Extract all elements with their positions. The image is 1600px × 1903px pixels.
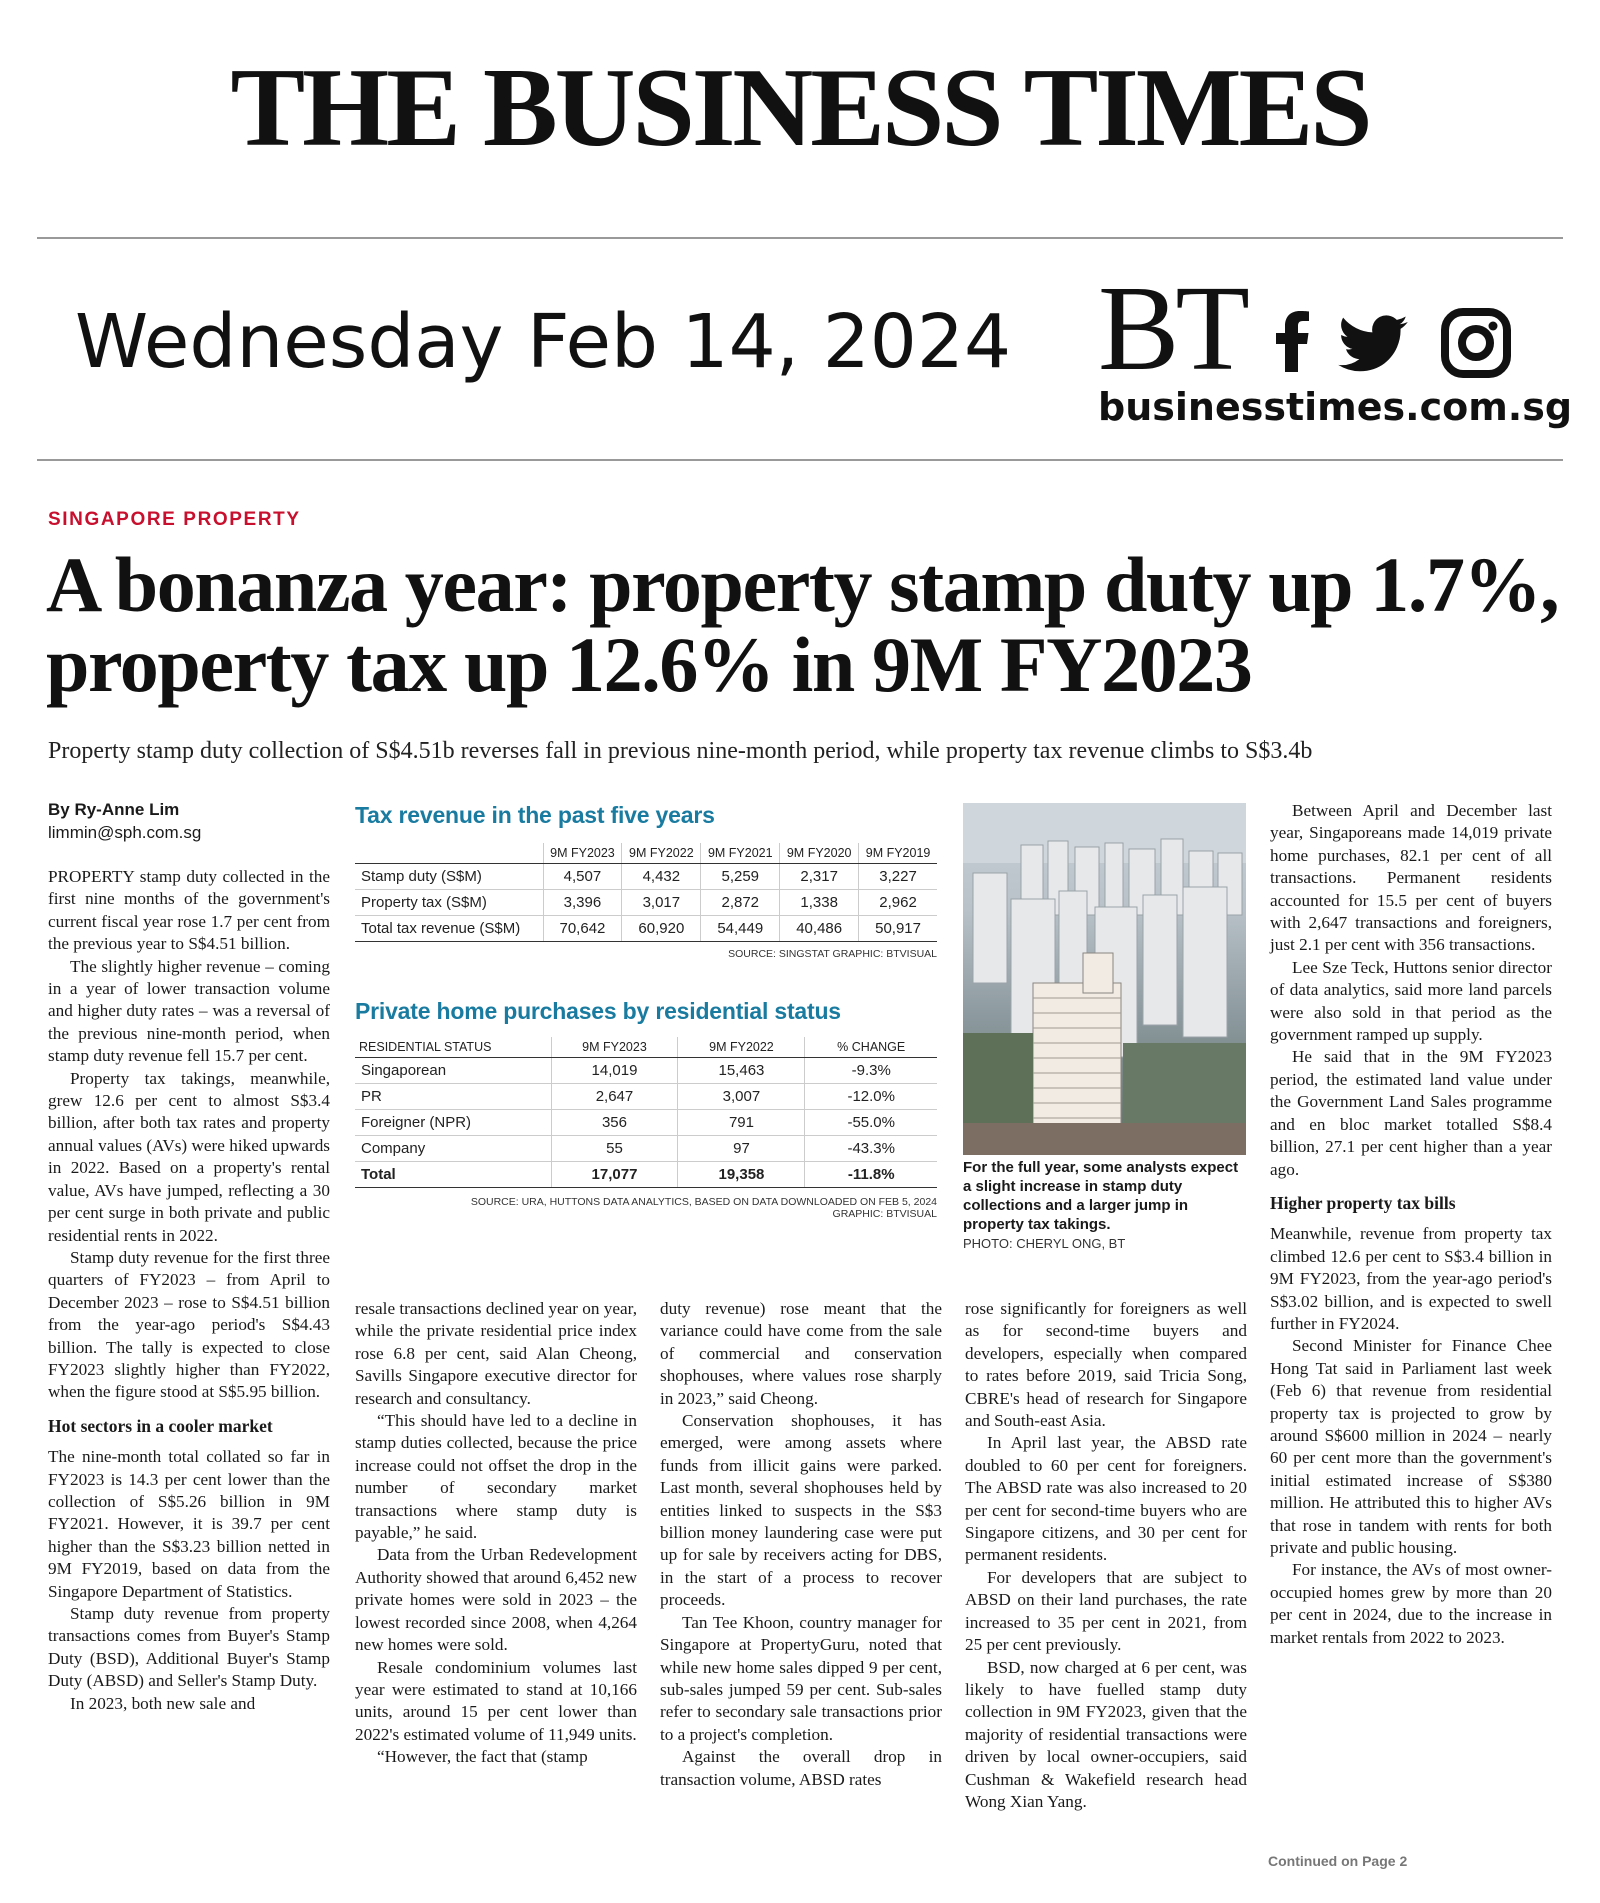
row-label: Company <box>355 1136 551 1162</box>
paragraph: Conservation shophouses, it has emerged, were among assets where funds from illicit gains were parked. Last month, several shophouses held by entities linked to suspects in the S$3 billion money laundering case were put up for sale by receivers acting for DBS, in the start of a process to recover proceeds. <box>660 1411 942 1610</box>
table-row-total <box>355 1162 937 1188</box>
paragraph: Tan Tee Khoon, country manager for Singapore at PropertyGuru, noted that while new home sales dipped 9 per cent, sub-sales jumped 59 per cent. Sub-sales refer to secondary sale transactions prior to a project's completion. <box>660 1612 942 1744</box>
paragraph: Stamp duty revenue from property transactions comes from Buyer's Stamp Duty (BSD), Additional Buyer's Stamp Duty (ABSD) and Seller's Stamp Duty. <box>48 1604 330 1691</box>
table-row <box>355 1136 937 1162</box>
headline: A bonanza year: property stamp duty up 1.7%, property tax up 12.6% in 9M FY2023 <box>46 541 1559 708</box>
table-cell: 60,920 <box>622 916 701 942</box>
paragraph: Meanwhile, revenue from property tax climbed 12.6 per cent to S$3.4 billion in 9M FY2023, from the year-ago period's S$3.02 billion, and is expected to swell further in FY2024. <box>1270 1224 1552 1333</box>
paragraph: The slightly higher revenue – coming in a year of lower transaction volume and higher duty rates – was a reversal of the previous nine-month period, when stamp duty revenue fell 15.7 per cent. <box>48 956 330 1066</box>
row-label: Foreigner (NPR) <box>355 1110 551 1136</box>
paragraph: Property tax takings, meanwhile, grew 12.6 per cent to almost S$3.4 billion, after both tax rates and property annual values (AVs) were hiked upwards in 2022. Based on a property's rental value, AVs have jumped, reflecting a 30 per cent surge in both private and public residential rents in 2022. <box>48 1068 330 1245</box>
table-cell: 54,449 <box>701 916 780 942</box>
photo-credit: PHOTO: CHERYL ONG, BT <box>963 1236 1126 1251</box>
table-header: 9M FY2021 <box>701 843 780 864</box>
table-cell: 15,463 <box>678 1058 805 1084</box>
table-cell: 14,019 <box>551 1058 678 1084</box>
table-cell: 40,486 <box>780 916 859 942</box>
instagram-icon[interactable] <box>1441 308 1511 378</box>
table-row <box>355 1058 937 1084</box>
paragraph: “This should have led to a decline in stamp duties collected, because the price increase could not offset the drop in the number of secondary market transactions where stamp duty is payable,” he said. <box>355 1411 637 1543</box>
masthead-title: THE BUSINESS TIMES <box>230 46 1370 170</box>
section-label: SINGAPORE PROPERTY <box>48 509 301 530</box>
bt-logo: BT <box>1098 261 1246 396</box>
table-header: % CHANGE <box>805 1037 937 1058</box>
standfirst: Property stamp duty collection of S$4.51b reverses fall in previous nine-month period, while property tax revenue climbs to S$3.4b <box>48 738 1313 764</box>
table-cell: 2,317 <box>780 864 859 890</box>
paragraph: BSD, now charged at 6 per cent, was likely to have fuelled stamp duty collection in 9M FY2023, given that the majority of residential transactions were driven by local owner-occupiers, said Cushman & Wakefield research head Wong Xian Yang. <box>965 1657 1247 1811</box>
paragraph: Against the overall drop in transaction volume, ABSD rates <box>660 1747 942 1789</box>
row-label: Total tax revenue (S$M) <box>355 916 543 942</box>
table-header <box>355 843 543 864</box>
paragraph: Stamp duty revenue for the first three quarters of FY2023 – from April to December 2023 – rose to S$4.51 billion from the year-ago period's S$4.43 billion. The tally is expected to close FY2023 slightly higher than FY2022, when the figure stood at S$5.95 billion. <box>48 1247 330 1402</box>
table-header: 9M FY2019 <box>859 843 937 864</box>
paragraph: In 2023, both new sale and <box>70 1693 256 1713</box>
masthead-rule-bottom <box>37 459 1563 461</box>
table-header: 9M FY2022 <box>622 843 701 864</box>
paragraph: Lee Sze Teck, Huttons senior director of data analytics, said more land parcels were also sold in that period as the government ramped up supply. <box>1270 957 1552 1045</box>
row-label: Singaporean <box>355 1058 551 1084</box>
table-cell: 2,647 <box>551 1084 678 1110</box>
table-cell: 97 <box>678 1136 805 1162</box>
table-cell: -12.0% <box>805 1084 937 1110</box>
table-cell: 70,642 <box>543 916 622 942</box>
continued-link[interactable]: Continued on Page 2 <box>1268 1853 1408 1869</box>
paragraph: Data from the Urban Redevelopment Authority showed that around 6,452 new private homes were sold in 2023 – the lowest recorded since 2008, when 4,264 new homes were sold. <box>355 1545 637 1655</box>
subheading: Higher property tax bills <box>1270 1192 1456 1213</box>
table-cell: 2,872 <box>701 890 780 916</box>
table-cell: 5,259 <box>701 864 780 890</box>
table-cell: 55 <box>551 1136 678 1162</box>
article-column-3 <box>660 1298 942 1791</box>
paragraph: “However, the fact that (stamp <box>377 1747 588 1767</box>
tax-revenue-table <box>355 843 937 942</box>
skyline-illustration <box>963 803 1246 1155</box>
paragraph: Resale condominium volumes last year were estimated to stand at 10,166 units, around 15 per cent lower than 2022's estimated volume of 11,949 units. <box>355 1657 637 1744</box>
article-column-4 <box>965 1298 1247 1813</box>
table-title: Private home purchases by residential status <box>355 998 841 1024</box>
table-cell: 4,507 <box>543 864 622 890</box>
paragraph: resale transactions declined year on year, while the private residential price index rose 6.8 per cent, said Alan Cheong, Savills Singapore executive director for research and consultancy. <box>355 1299 637 1408</box>
table-cell: 2,962 <box>859 890 937 916</box>
table-cell: 1,338 <box>780 890 859 916</box>
table-cell: 3,017 <box>622 890 701 916</box>
article-column-1 <box>48 866 330 1715</box>
table-cell: 17,077 <box>551 1162 678 1188</box>
table-header: 9M FY2022 <box>678 1037 805 1058</box>
row-label: Total <box>355 1162 551 1188</box>
issue-date: Wednesday Feb 14, 2024 <box>75 299 1012 385</box>
twitter-icon[interactable] <box>1337 315 1409 373</box>
facebook-icon[interactable] <box>1272 310 1312 372</box>
paragraph: The nine-month total collated so far in FY2023 is 14.3 per cent lower than the collection of S$5.26 billion in 9M FY2021. However, it is 39.7 per cent higher than the S$3.23 billion netted in 9M FY2019, based on data from the Singapore Department of Statistics. <box>48 1447 330 1601</box>
table-row <box>355 916 937 942</box>
table-cell: -11.8% <box>805 1162 937 1188</box>
paragraph: Between April and December last year, Singaporeans made 14,019 private home purchases, 82.1 per cent of all transactions. Permanent residents accounted for 15.5 per cent of buyers with 2,647 transactions and foreigners, just 2.1 per cent with 356 transactions. <box>1270 801 1552 955</box>
article-column-2 <box>355 1298 637 1769</box>
byline: By Ry-Anne Lim <box>48 800 180 819</box>
table-cell: 4,432 <box>622 864 701 890</box>
table-source: SOURCE: URA, HUTTONS DATA ANALYTICS, BASED ON DATA DOWNLOADED ON FEB 5, 2024 <box>470 1196 937 1208</box>
home-purchases-table <box>355 1037 937 1188</box>
table-header: 9M FY2020 <box>780 843 859 864</box>
photo-caption: For the full year, some analysts expect a slight increase in stamp duty collections and a larger jump in property tax takings. <box>963 1159 1239 1233</box>
table-row <box>355 890 937 916</box>
table-row <box>355 1110 937 1136</box>
table-cell: 3,007 <box>678 1084 805 1110</box>
table-row <box>355 1084 937 1110</box>
article-photo <box>963 803 1246 1155</box>
paragraph: Second Minister for Finance Chee Hong Tat said in Parliament last week (Feb 6) that revenue from residential property tax is projected to grow by around S$600 million in 2024 – nearly 60 per cent more than the government's initial estimated increase of S$380 million. He attributed this to higher AVs that rose in tandem with rents for both private and public housing. <box>1270 1336 1552 1557</box>
paragraph: duty revenue) rose meant that the variance could have come from the sale of commercial and conservation shophouses, where values rose sharply in 2023,” said Cheong. <box>660 1299 942 1408</box>
table-cell: -9.3% <box>805 1058 937 1084</box>
website-link[interactable]: businesstimes.com.sg <box>1098 385 1573 429</box>
table-cell: 791 <box>678 1110 805 1136</box>
table-header: RESIDENTIAL STATUS <box>355 1037 551 1058</box>
paragraph: For developers that are subject to ABSD on their land purchases, the rate increased to 35 per cent in 2021, from 25 per cent previously. <box>965 1567 1247 1655</box>
tax-revenue-table-block <box>355 802 937 960</box>
subheading: Hot sectors in a cooler market <box>48 1415 273 1436</box>
table-source: SOURCE: SINGSTAT GRAPHIC: BTVISUAL <box>728 948 937 960</box>
paragraph: rose significantly for foreigners as well as for second-time buyers and developers, especially when compared to rates before 2019, said Tricia Song, CBRE's head of research for Singapore and South-east Asia. <box>965 1299 1247 1431</box>
table-cell: -43.3% <box>805 1136 937 1162</box>
table-title: Tax revenue in the past five years <box>355 802 715 828</box>
table-header: 9M FY2023 <box>543 843 622 864</box>
author-email[interactable]: limmin@sph.com.sg <box>48 823 202 842</box>
paragraph: PROPERTY stamp duty collected in the first nine months of the government's current fiscal year rose 1.7 per cent from the previous year to S$4.51 billion. <box>48 867 330 954</box>
table-graphic-credit: GRAPHIC: BTVISUAL <box>832 1208 937 1220</box>
row-label: PR <box>355 1084 551 1110</box>
table-cell: 19,358 <box>678 1162 805 1188</box>
table-cell: 3,396 <box>543 890 622 916</box>
table-cell: 3,227 <box>859 864 937 890</box>
table-cell: -55.0% <box>805 1110 937 1136</box>
paragraph: He said that in the 9M FY2023 period, the estimated land value under the Government Land Sales programme and en bloc market totalled S$8.4 billion, 27.1 per cent higher than a year ago. <box>1270 1047 1552 1179</box>
article-column-5 <box>1270 800 1552 1649</box>
table-header: 9M FY2023 <box>551 1037 678 1058</box>
paragraph: For instance, the AVs of most owner-occupied homes grew by more than 20 per cent in 2024, due to the increase in market rentals from 2022 to 2023. <box>1270 1560 1552 1647</box>
table-row <box>355 864 937 890</box>
table-cell: 356 <box>551 1110 678 1136</box>
table-cell: 50,917 <box>859 916 937 942</box>
row-label: Property tax (S$M) <box>355 890 543 916</box>
paragraph: In April last year, the ABSD rate doubled to 60 per cent for foreigners. The ABSD rate was also increased to 20 per cent for second-time buyers who are Singapore citizens, and 30 per cent for permanent residents. <box>965 1433 1247 1565</box>
home-purchases-table-block <box>355 998 937 1220</box>
masthead-rule-top <box>37 237 1563 239</box>
row-label: Stamp duty (S$M) <box>355 864 543 890</box>
